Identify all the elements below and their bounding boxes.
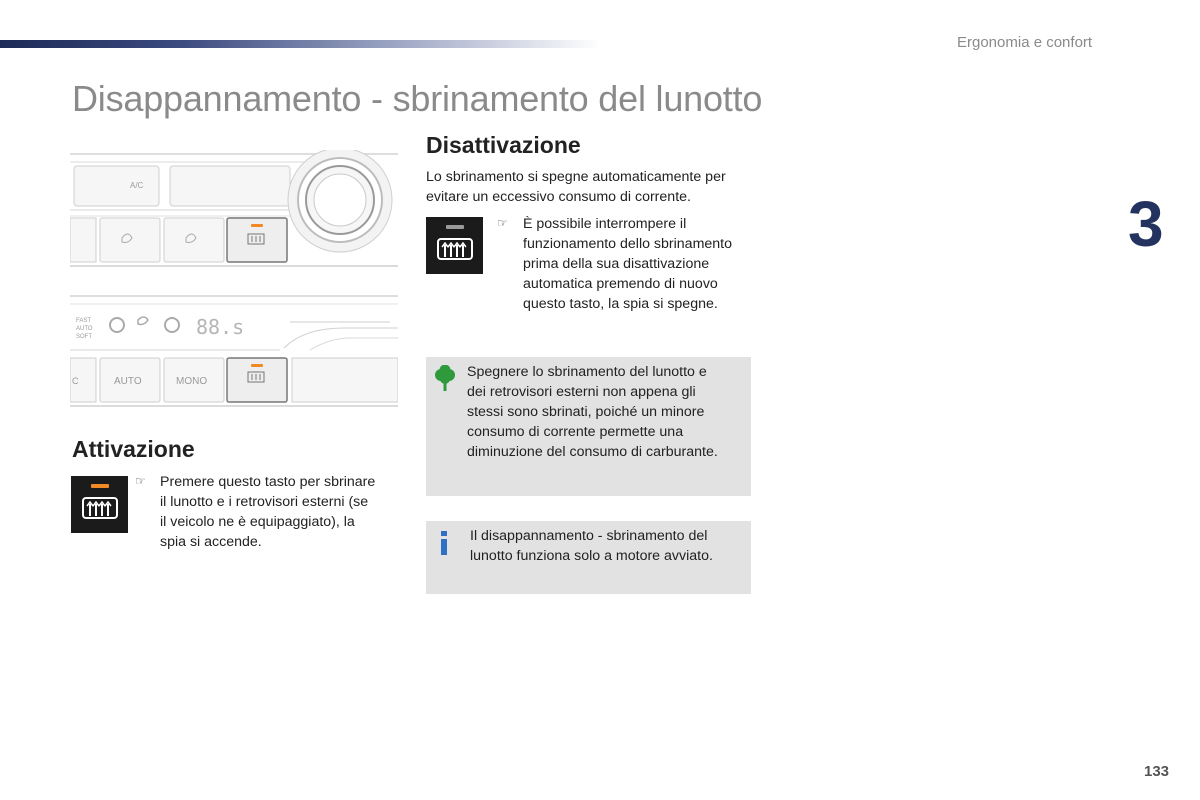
info-note-text xyxy=(470,526,750,566)
disattivazione-heading: Disattivazione xyxy=(426,132,581,158)
text-line: funzionamento dello sbrinamento xyxy=(523,236,733,252)
climate-panel-illustration-top xyxy=(70,150,398,270)
text-line: Premere questo tasto per sbrinare xyxy=(160,474,376,490)
text-line: consumo di corrente permette una xyxy=(467,424,684,440)
climate-panel-bottom-drawing xyxy=(70,292,398,410)
disattivazione-intro xyxy=(426,167,766,207)
text-line: Spegnere lo sbrinamento del lunotto e xyxy=(467,364,707,380)
left-cut-label: C xyxy=(72,376,79,386)
pointing-hand-icon: ☞ xyxy=(497,216,508,230)
text-line: prima della sua disattivazione xyxy=(523,256,710,272)
info-note-box xyxy=(426,521,751,594)
text-line: il veicolo ne è equipaggiato), la xyxy=(160,514,355,530)
attivazione-heading: Attivazione xyxy=(72,436,195,462)
header-gradient-bar xyxy=(0,40,600,48)
text-line: il lunotto e i retrovisori esterni (se xyxy=(160,494,369,510)
text-line: evitare un eccessivo consumo di corrente. xyxy=(426,189,691,205)
text-line: spia si accende. xyxy=(160,534,262,550)
ac-label: A/C xyxy=(130,181,144,190)
page-number: 133 xyxy=(1144,763,1170,780)
text-line: Lo sbrinamento si spegne automaticamente per xyxy=(426,169,726,185)
climate-panel-top-drawing xyxy=(70,150,398,270)
mono-label: MONO xyxy=(176,376,208,387)
section-label: Ergonomia e confort xyxy=(957,34,1093,51)
text-line: diminuzione del consumo di carburante. xyxy=(467,444,718,460)
text-line: questo tasto, la spia si spegne. xyxy=(523,296,718,312)
text-line: È possibile interrompere il xyxy=(523,216,687,232)
attivazione-text xyxy=(160,472,410,552)
eco-note-text xyxy=(467,362,749,462)
page-title: Disappannamento - sbrinamento del lunotto xyxy=(72,78,763,119)
text-line: Il disappannamento - sbrinamento del xyxy=(470,528,708,544)
text-line: automatica premendo di nuovo xyxy=(523,276,718,292)
info-icon xyxy=(438,531,450,555)
text-line: stessi sono sbrinati, poiché un minore xyxy=(467,404,705,420)
climate-panel-illustration-bottom xyxy=(70,292,398,410)
chapter-number: 3 xyxy=(1128,188,1164,260)
disattivazione-text xyxy=(523,214,763,314)
fast-label: FAST xyxy=(76,318,92,324)
rear-defrost-key-icon xyxy=(71,476,128,533)
auto-label: AUTO xyxy=(114,376,142,387)
pointing-hand-icon: ☞ xyxy=(135,474,146,488)
eco-note-box xyxy=(426,357,751,496)
auto-small-label: AUTO xyxy=(76,326,93,332)
tree-icon xyxy=(434,365,456,393)
text-line: dei retrovisori esterni non appena gli xyxy=(467,384,696,400)
temperature-display: 88.s xyxy=(196,315,245,339)
text-line: lunotto funziona solo a motore avviato. xyxy=(470,548,713,564)
soft-label: SOFT xyxy=(76,334,92,340)
rear-defrost-key-icon-off xyxy=(426,217,483,274)
